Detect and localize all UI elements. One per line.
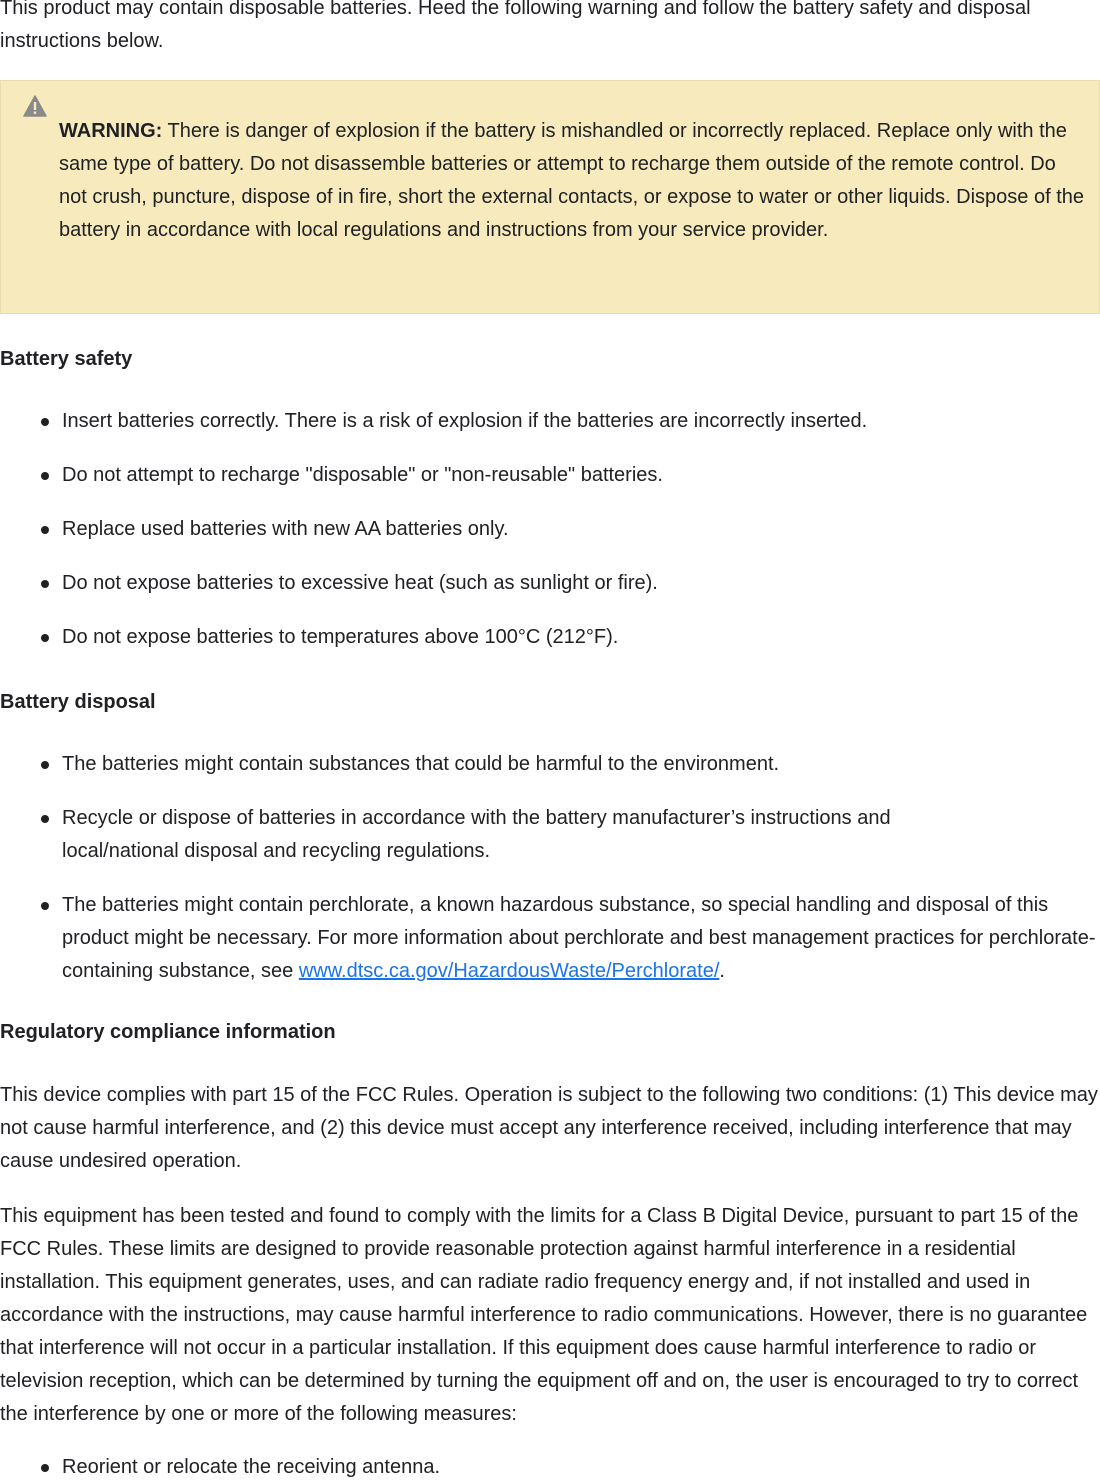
warning-label: WARNING: xyxy=(59,120,163,142)
list-item: Insert batteries correctly. There is a risk of explosion if the batteries are incorrectly inserted. xyxy=(0,405,1100,438)
regulatory-paragraph-2: This equipment has been tested and found to comply with the limits for a Class B Digital Device, pursuant to part 15 of the FCC Rules. These limits are designed to provide reasonable protection against harmful interference in a residential installation. This equipment generates, uses, and can radiate radio frequency energy and, if not installed and used in accordance with the instructions, may cause harmful interference to radio communications. However, there is no guarantee that interference will not occur in a particular installation. If this equipment does cause harmful interference to radio or television reception, which can be determined by turning the equipment off and on, the user is encouraged to try to correct the interference by one or more of the following measures: xyxy=(0,1205,1088,1425)
warning-callout xyxy=(0,80,1100,314)
list-item: Replace used batteries with new AA batteries only. xyxy=(0,513,1100,546)
bullet-icon xyxy=(41,902,49,910)
list-item: Recycle or dispose of batteries in accordance with the battery manufacturer’s instructions and local/national disposal and recycling regulations. xyxy=(0,802,982,868)
warning-triangle-icon xyxy=(23,95,47,117)
bullet-icon xyxy=(41,761,49,769)
regulatory-paragraph-1: This device complies with part 15 of the FCC Rules. Operation is subject to the following two conditions: (1) This device may not cause harmful interference, and (2) this device must accept any interference received, including interference that may cause undesired operation. xyxy=(0,1084,1098,1172)
bullet-icon xyxy=(41,418,49,426)
intro-paragraph: This product may contain disposable batteries. Heed the following warning and follow the battery safety and disposal instructions below. xyxy=(0,0,1031,52)
list-item: The batteries might contain substances that could be harmful to the environment. xyxy=(0,748,1100,781)
battery-disposal-list xyxy=(0,748,1100,988)
list-item: The batteries might contain perchlorate, a known hazardous substance, so special handling and disposal of this product might be necessary. For more information about perchlorate and best management practices for perchlorate-containing substance, see www.dtsc.ca.gov/HazardousWaste/Perchlorate/. xyxy=(0,889,1100,988)
list-item: Do not expose batteries to excessive heat (such as sunlight or fire). xyxy=(0,567,1100,600)
bullet-icon xyxy=(41,815,49,823)
warning-text xyxy=(59,115,1089,247)
battery-safety-heading: Battery safety xyxy=(0,348,133,370)
list-item: Do not expose batteries to temperatures above 100°C (212°F). xyxy=(0,621,1100,654)
bullet-icon xyxy=(41,580,49,588)
interference-measures-list xyxy=(0,1451,1100,1480)
list-item: Do not attempt to recharge "disposable" or "non-reusable" batteries. xyxy=(0,459,1100,492)
bullet-icon xyxy=(41,472,49,480)
bullet-icon xyxy=(41,526,49,534)
battery-safety-list xyxy=(0,405,1100,654)
warning-body: There is danger of explosion if the battery is mishandled or incorrectly replaced. Replace only with the same type of battery. Do not disassemble batteries or attempt to recharge them outside of the remote control. Do not crush, puncture, dispose of in fire, short the external contacts, or expose to water or other liquids. Dispose of the battery in accordance with local regulations and instructions from your service provider. xyxy=(59,120,1084,241)
bullet-icon xyxy=(41,1464,49,1472)
perchlorate-link[interactable]: www.dtsc.ca.gov/HazardousWaste/Perchlorate/ xyxy=(298,960,720,982)
bullet-icon xyxy=(41,634,49,642)
list-item: Reorient or relocate the receiving antenna. xyxy=(0,1451,1100,1480)
regulatory-heading: Regulatory compliance information xyxy=(0,1021,336,1043)
battery-disposal-heading: Battery disposal xyxy=(0,691,156,713)
